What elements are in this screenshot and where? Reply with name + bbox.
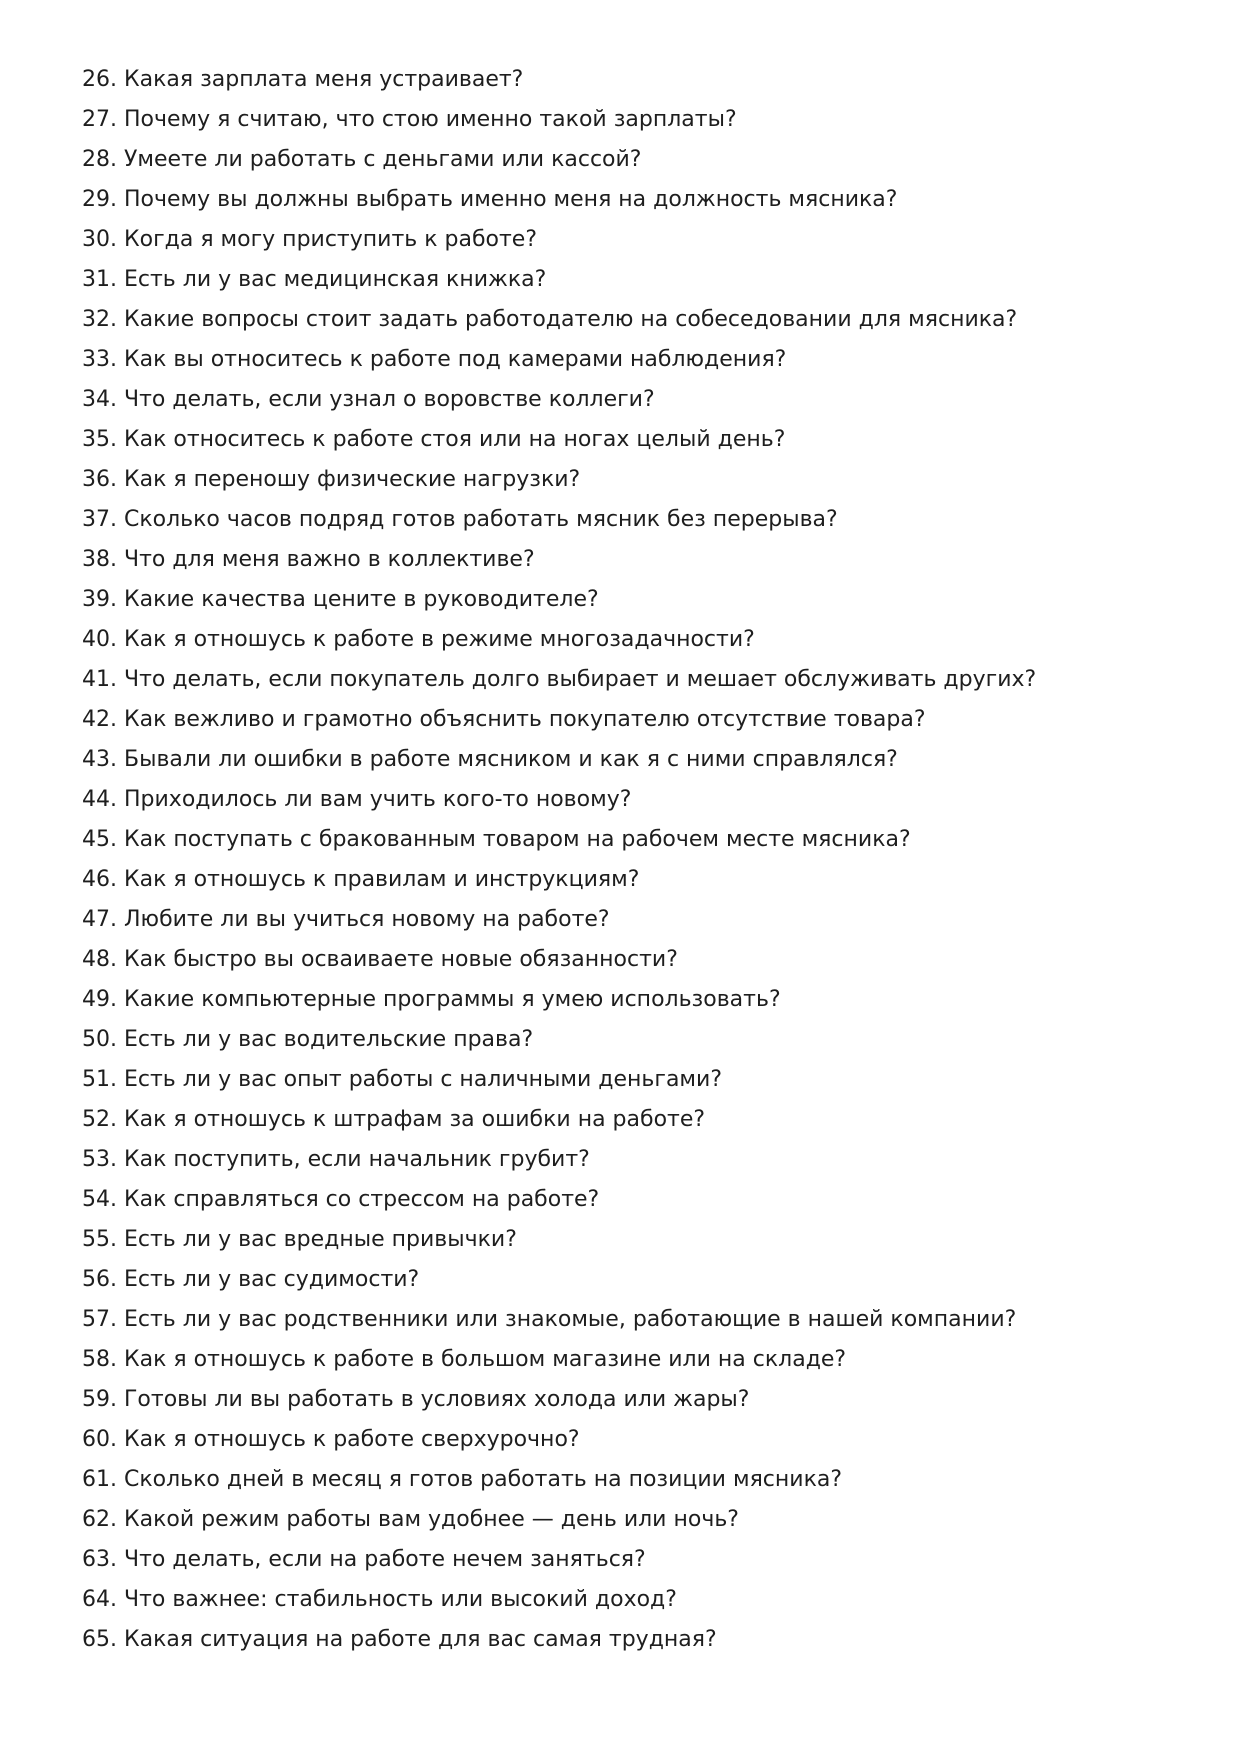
question-number: 54.	[82, 1187, 117, 1212]
question-number: 34.	[82, 387, 117, 412]
question-text: Какая ситуация на работе для вас самая трудная?	[124, 1627, 717, 1652]
question-text: Что для меня важно в коллективе?	[124, 547, 535, 572]
question-text: Как быстро вы осваиваете новые обязанности?	[124, 947, 678, 972]
question-text: Любите ли вы учиться новому на работе?	[124, 907, 610, 932]
question-item	[82, 1260, 1182, 1300]
question-item	[82, 1460, 1182, 1500]
question-item	[82, 1340, 1182, 1380]
question-item	[82, 700, 1182, 740]
question-item	[82, 660, 1182, 700]
question-item	[82, 940, 1182, 980]
question-text: Как я отношусь к штрафам за ошибки на работе?	[124, 1107, 706, 1132]
question-number: 33.	[82, 347, 117, 372]
question-text: Готовы ли вы работать в условиях холода или жары?	[124, 1387, 750, 1412]
question-item	[82, 180, 1182, 220]
question-item	[82, 820, 1182, 860]
question-item	[82, 1220, 1182, 1260]
question-text: Бывали ли ошибки в работе мясником и как я с ними справлялся?	[124, 747, 898, 772]
question-item	[82, 380, 1182, 420]
question-number: 60.	[82, 1427, 117, 1452]
question-text: Сколько часов подряд готов работать мясник без перерыва?	[124, 507, 838, 532]
question-number: 49.	[82, 987, 117, 1012]
question-text: Почему я считаю, что стою именно такой зарплаты?	[124, 107, 737, 132]
question-number: 57.	[82, 1307, 117, 1332]
question-number: 55.	[82, 1227, 117, 1252]
question-item	[82, 260, 1182, 300]
question-item	[82, 1060, 1182, 1100]
question-number: 37.	[82, 507, 117, 532]
question-text: Как я отношусь к работе сверхурочно?	[124, 1427, 580, 1452]
question-text: Что делать, если покупатель долго выбирает и мешает обслуживать других?	[124, 667, 1037, 692]
question-number: 61.	[82, 1467, 117, 1492]
question-text: Как поступить, если начальник грубит?	[124, 1147, 590, 1172]
question-number: 64.	[82, 1587, 117, 1612]
question-number: 62.	[82, 1507, 117, 1532]
question-item	[82, 540, 1182, 580]
question-number: 65.	[82, 1627, 117, 1652]
question-item	[82, 620, 1182, 660]
question-number: 53.	[82, 1147, 117, 1172]
question-item	[82, 1540, 1182, 1580]
question-number: 59.	[82, 1387, 117, 1412]
question-item	[82, 1420, 1182, 1460]
question-item	[82, 100, 1182, 140]
question-text: Есть ли у вас медицинская книжка?	[124, 267, 547, 292]
question-text: Как я отношусь к правилам и инструкциям?	[124, 867, 640, 892]
question-number: 48.	[82, 947, 117, 972]
question-number: 58.	[82, 1347, 117, 1372]
question-item	[82, 1180, 1182, 1220]
question-text: Есть ли у вас родственники или знакомые, работающие в нашей компании?	[124, 1307, 1017, 1332]
question-number: 29.	[82, 187, 117, 212]
question-text: Почему вы должны выбрать именно меня на должность мясника?	[124, 187, 898, 212]
question-number: 30.	[82, 227, 117, 252]
question-number: 63.	[82, 1547, 117, 1572]
question-text: Как я отношусь к работе в режиме многозадачности?	[124, 627, 755, 652]
question-item	[82, 1140, 1182, 1180]
question-text: Как я отношусь к работе в большом магазине или на складе?	[124, 1347, 847, 1372]
question-number: 44.	[82, 787, 117, 812]
question-number: 43.	[82, 747, 117, 772]
question-text: Какие компьютерные программы я умею использовать?	[124, 987, 781, 1012]
question-text: Как я переношу физические нагрузки?	[124, 467, 581, 492]
question-text: Какие качества цените в руководителе?	[124, 587, 599, 612]
question-number: 56.	[82, 1267, 117, 1292]
question-text: Как вы относитесь к работе под камерами наблюдения?	[124, 347, 787, 372]
question-list	[82, 60, 1182, 1660]
question-item	[82, 780, 1182, 820]
question-text: Сколько дней в месяц я готов работать на позиции мясника?	[124, 1467, 843, 1492]
question-text: Есть ли у вас вредные привычки?	[124, 1227, 517, 1252]
question-text: Как относитесь к работе стоя или на ногах целый день?	[124, 427, 786, 452]
question-item	[82, 580, 1182, 620]
question-number: 31.	[82, 267, 117, 292]
question-text: Что важнее: стабильность или высокий доход?	[124, 1587, 677, 1612]
question-number: 27.	[82, 107, 117, 132]
question-text: Есть ли у вас водительские права?	[124, 1027, 534, 1052]
question-text: Что делать, если на работе нечем заняться?	[124, 1547, 646, 1572]
question-number: 42.	[82, 707, 117, 732]
question-item	[82, 900, 1182, 940]
question-item	[82, 420, 1182, 460]
question-item	[82, 1500, 1182, 1540]
question-item	[82, 1380, 1182, 1420]
question-item	[82, 1300, 1182, 1340]
question-item	[82, 340, 1182, 380]
question-item	[82, 1100, 1182, 1140]
question-text: Как справляться со стрессом на работе?	[124, 1187, 600, 1212]
question-item	[82, 740, 1182, 780]
question-number: 26.	[82, 67, 117, 92]
question-number: 39.	[82, 587, 117, 612]
question-number: 52.	[82, 1107, 117, 1132]
question-item	[82, 460, 1182, 500]
question-item	[82, 140, 1182, 180]
question-number: 50.	[82, 1027, 117, 1052]
question-item	[82, 1580, 1182, 1620]
question-number: 28.	[82, 147, 117, 172]
question-text: Что делать, если узнал о воровстве коллеги?	[124, 387, 655, 412]
question-text: Какая зарплата меня устраивает?	[124, 67, 524, 92]
question-text: Когда я могу приступить к работе?	[124, 227, 537, 252]
question-number: 41.	[82, 667, 117, 692]
question-text: Приходилось ли вам учить кого-то новому?	[124, 787, 632, 812]
question-item	[82, 60, 1182, 100]
question-text: Есть ли у вас опыт работы с наличными деньгами?	[124, 1067, 723, 1092]
question-item	[82, 1620, 1182, 1660]
question-number: 40.	[82, 627, 117, 652]
question-number: 32.	[82, 307, 117, 332]
question-number: 47.	[82, 907, 117, 932]
question-item	[82, 220, 1182, 260]
question-text: Есть ли у вас судимости?	[124, 1267, 420, 1292]
question-text: Какие вопросы стоит задать работодателю на собеседовании для мясника?	[124, 307, 1018, 332]
question-number: 38.	[82, 547, 117, 572]
question-number: 45.	[82, 827, 117, 852]
question-text: Как поступать с бракованным товаром на рабочем месте мясника?	[124, 827, 911, 852]
question-item	[82, 300, 1182, 340]
question-number: 36.	[82, 467, 117, 492]
question-number: 35.	[82, 427, 117, 452]
question-number: 46.	[82, 867, 117, 892]
question-number: 51.	[82, 1067, 117, 1092]
question-item	[82, 1020, 1182, 1060]
question-text: Как вежливо и грамотно объяснить покупателю отсутствие товара?	[124, 707, 926, 732]
question-item	[82, 860, 1182, 900]
question-item	[82, 500, 1182, 540]
question-text: Какой режим работы вам удобнее — день или ночь?	[124, 1507, 739, 1532]
question-text: Умеете ли работать с деньгами или кассой?	[124, 147, 642, 172]
question-item	[82, 980, 1182, 1020]
